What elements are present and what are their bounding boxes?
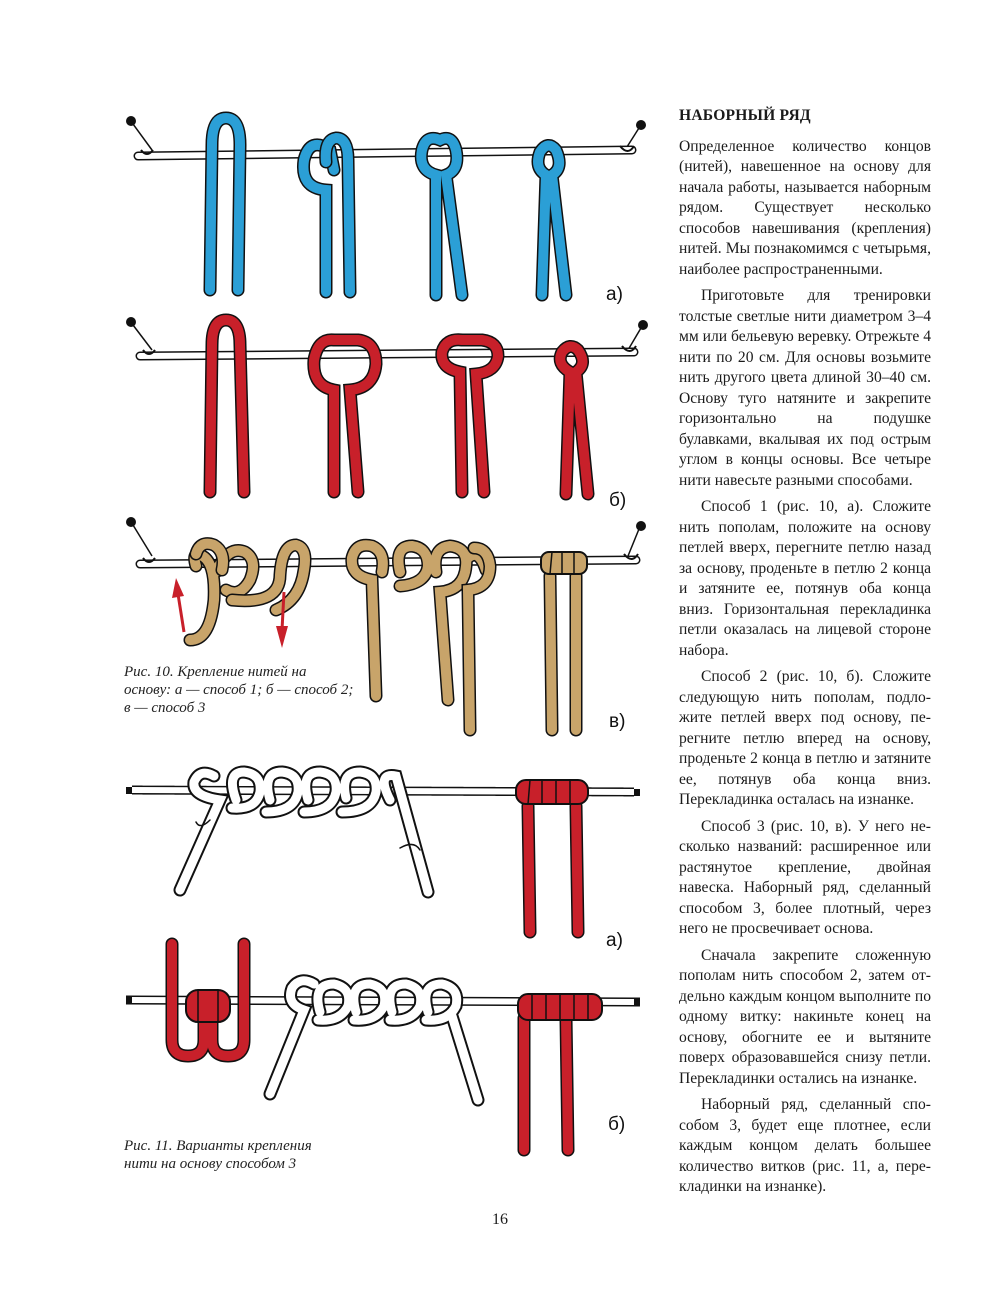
tan-thread-method-3 <box>352 545 490 730</box>
fig10-label-b: б) <box>609 490 627 511</box>
fig10-label-a: а) <box>606 284 623 305</box>
fig10-row-a <box>126 116 646 295</box>
pin-icon <box>628 320 648 350</box>
fig11-row-b <box>126 944 640 1150</box>
red-thread-tight-wrap <box>518 994 602 1150</box>
caption-line: в — способ 3 <box>124 700 206 716</box>
tan-thread-forming <box>190 544 305 640</box>
red-thread-method-4 <box>560 346 588 494</box>
fig11-caption <box>124 1137 312 1173</box>
article-heading: НАБОРНЫЙ РЯД <box>679 107 811 124</box>
fig11-label-a: а) <box>606 930 623 951</box>
fig10-label-v: в) <box>609 711 626 732</box>
caption-line: нити на основу способом 3 <box>124 1156 297 1172</box>
pin-icon <box>126 317 152 350</box>
article-column <box>679 106 931 1204</box>
pin-icon <box>126 116 152 150</box>
pin-icon <box>625 120 646 150</box>
red-thread-method-1 <box>210 320 244 492</box>
caption-line: Рис. 10. Крепление нитей на <box>124 664 307 680</box>
article-paragraph: Способ 1 (рис. 10, а). Сложите нить пополам, положите на основу петлей вверх, перегните петлю назад за основу, проденьте в петлю 2 конца и затяните ее, потянув оба конца вниз. Горизонтальная перекладинка петли оказалась на лицевой стороне набора. <box>679 498 931 659</box>
red-thread-method-2 <box>314 340 376 492</box>
article-paragraph: Сначала закрепите сложенную пополам нить способом 2, затем отдельно каждым концом выполните по одному витку: накиньте конец на основу, обогните ее и вытяните поверх образовавшейся снизу петли. Перекладинки остались на изнанке. <box>679 946 931 1087</box>
article-paragraph: Способ 3 (рис. 10, в). У него несколько названий: расширенное или растянутое крепление, двойная навеска. Наборный ряд, сделанный способом 3, более плотный, через него не просвечивает основа. <box>679 817 931 937</box>
red-arrow-up-icon <box>172 578 184 632</box>
fig10-row-b <box>126 317 648 494</box>
article-paragraph: Определенное количество концов (нитей), навешенное на основу для начала работы, называется наборным рядом. Существует несколько способов навешивания (крепления) нитей. Мы познакомимся с четырьмя, наиболее распространенными. <box>679 137 931 278</box>
blue-thread-method-2 <box>303 138 350 292</box>
pin-icon <box>126 517 152 556</box>
caption-line: основу: а — способ 1; б — способ 2; <box>124 682 354 698</box>
blue-thread-method-1 <box>210 118 240 290</box>
article-paragraph: Способ 2 (рис. 10, б). Сложите следующую нить пополам, подложите петлей вверх под основу, перегните петлю вперед на основу, проденьте 2 конца в петлю и затяните ее, потянув оба конца вниз. Перекладинка осталась на изнанке. <box>679 668 931 808</box>
fig11-label-b: б) <box>608 1114 626 1135</box>
caption-line: Рис. 11. Варианты крепления <box>124 1138 312 1154</box>
red-thread-method-3 <box>442 340 498 492</box>
page-number: 16 <box>492 1211 508 1228</box>
fig11-row-a <box>122 772 644 932</box>
article-paragraph: Наборный ряд, сделанный способом 3, будет еще плотнее, если каждым концом делать большее количество витков (рис. 11, а, перекладинки на изнанке). <box>679 1096 931 1195</box>
article-paragraph: Приготовьте для тренировки толстые светлые нити диаметром 3–4 мм или бельевую веревку. Отрежьте 4 нити по 20 см. Для основы возьмите нить другого цвета длиной 30–40 см. Основу туго натяните и закрепите горизонтально на подушке булавками, вкалывая их под острым углом в концы основы. Все четыре нити навесьте разными способами. <box>679 287 932 489</box>
pin-icon <box>628 521 646 556</box>
fig10-caption <box>124 663 353 717</box>
red-thread-tight-wrap <box>516 780 588 932</box>
blue-thread-method-4 <box>538 145 566 295</box>
tan-thread-tight <box>541 552 587 730</box>
blue-thread-method-3 <box>421 138 462 295</box>
